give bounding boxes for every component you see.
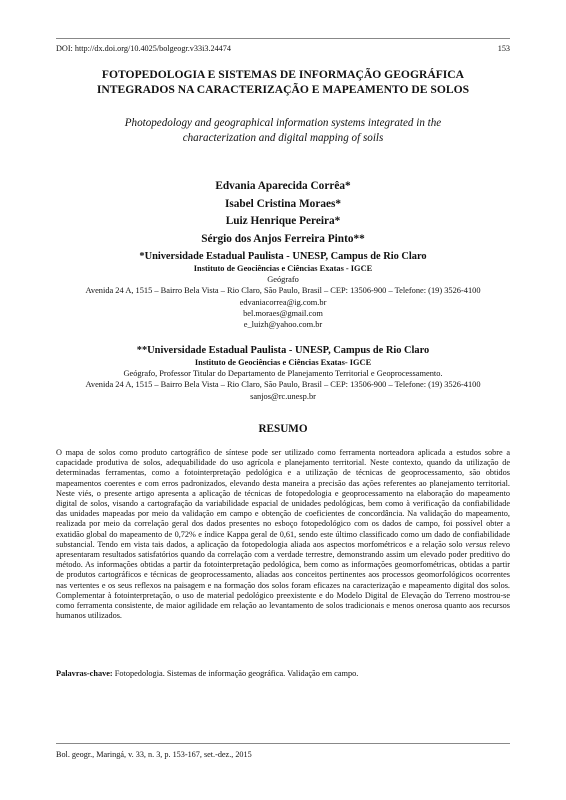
abstract-heading: RESUMO — [258, 423, 308, 435]
article-title — [40, 68, 526, 97]
email-1[interactable]: edvaniacorrea@ig.com.br — [239, 297, 327, 307]
title-line-2: INTEGRADOS NA CARACTERIZAÇÃO E MAPEAMENTO DE SOLOS — [96, 82, 470, 96]
abstract-body — [56, 448, 510, 621]
keywords-label: Palavras-chave: — [56, 669, 113, 678]
affiliation-2-university: **Universidade Estadual Paulista - UNESP, Campus de Rio Claro — [136, 345, 430, 356]
affiliation-2-role: Geógrafo, Professor Titular do Departamento de Planejamento Territorial e Geoprocessamento. — [123, 369, 443, 379]
author-list — [40, 178, 526, 249]
abstract-italic-word: versus — [465, 539, 487, 549]
email-2[interactable]: bel.moraes@gmail.com — [243, 308, 323, 318]
footer-citation: Bol. geogr., Maringá, v. 33, n. 3, p. 153-167, set.-dez., 2015 — [56, 750, 252, 759]
author-2: Isabel Cristina Moraes* — [224, 197, 342, 210]
keywords — [56, 669, 510, 678]
affiliation-2-address: Avenida 24 A, 1515 – Bairro Bela Vista – Rio Claro, São Paulo, Brasil – CEP: 13506-900 – Telefone: (19) 3526-4100 — [85, 380, 481, 390]
email-3[interactable]: e_luizh@yahoo.com.br — [243, 320, 323, 330]
keywords-text: Fotopedologia. Sistemas de informação geográfica. Validação em campo. — [112, 669, 359, 678]
affiliation-1 — [30, 250, 536, 330]
affiliation-2 — [30, 344, 536, 402]
abstract-text-part-1: O mapa de solos como produto cartográfico de síntese pode ser utilizado como ferramenta norteadora aplicada a estudos sobre a capacidade produtiva de solos, adequabilidade do uso agrícola e planejamento territorial. Neste contexto, quando da utilização de determinadas ferramentas, como a fotointerpretação pedológica e a utilização de técnicas de geoprocessamento, são obtidos mapeamentos coerentes e com erros padronizados, elevando desta maneira a precisão das ações referentes ao planejamento territorial. Neste viés, o presente artigo apresenta a aplicação de técnicas de fotopedologia e geoprocessamento na elaboração do mapeamento digital de solos, visando a cartografação da variabilidade espacial de unidades pedológicas, bem como à verificação da confiabilidade das unidades mapeadas por meio da validação em campo e obtenção de coeficientes de concordância. Na validação do mapeamento, realizada por meio da correlação geral dos dados presentes no esboço fotopedológico com os dados de campo, foi possível obter a exatidão global do mapeamento de 0,72% e índice Kappa geral de 0,61, sendo este último classificado como um dado de confiabilidade substancial. Tendo em vista tais dados, a aplicação da fotopedologia aliada aos aspectos morfométricos e a relação solo — [56, 448, 510, 549]
english-title — [40, 116, 526, 145]
title-line-1: FOTOPEDOLOGIA E SISTEMAS DE INFORMAÇÃO GEOGRÁFICA — [101, 68, 465, 81]
affiliation-1-institute: Instituto de Geociências e Ciências Exatas - IGCE — [193, 264, 373, 273]
affiliation-2-institute: Instituto de Geociências e Ciências Exatas- IGCE — [194, 358, 372, 367]
running-header — [56, 44, 510, 53]
author-4: Sérgio dos Anjos Ferreira Pinto** — [201, 233, 365, 246]
affiliation-1-university: *Universidade Estadual Paulista - UNESP, Campus de Rio Claro — [139, 251, 427, 262]
subtitle-line-2: characterization and digital mapping of soils — [182, 131, 384, 144]
doi-text[interactable]: DOI: http://dx.doi.org/10.4025/bolgeogr.v33i3.24474 — [56, 44, 231, 53]
footer-rule — [56, 743, 510, 744]
affiliation-1-address: Avenida 24 A, 1515 – Bairro Bela Vista – Rio Claro, São Paulo, Brasil – CEP: 13506-900 – Telefone: (19) 3526-4100 — [85, 286, 481, 296]
subtitle-line-1: Photopedology and geographical information systems integrated in the — [124, 117, 442, 129]
email-4[interactable]: sanjos@rc.unesp.br — [250, 391, 316, 401]
abstract-text-part-2: relevo apresentaram resultados satisfatórios quando da correlação com a verdade terrestre, demonstrando assim um elevado poder preditivo do método. As informações obtidas a partir da fotointerpretação pedológica, bem como as informações geomorfométricas, obtidas a partir de produtos cartográficos e técnicas de geoprocessamento, aliadas aos conceitos pertinentes aos processos geomorfológicos ocorrentes nas vertentes e os seus reflexos na paisagem e na formação dos solos foram eficazes na caracterização e mapeamento digital dos solos. Complementar à fotointerpretação, o uso de material pedológico preexistente e do Modelo Digital de Elevação do Terreno mostrou-se como ferramenta consistente, de maior agilidade em relação ao levantamento de solos tradicionais e menos onerosa quanto aos recursos humanos utilizados. — [56, 539, 510, 621]
author-1: Edvania Aparecida Corrêa* — [215, 180, 351, 192]
author-3: Luiz Henrique Pereira* — [225, 215, 341, 228]
affiliation-1-role: Geógrafo — [267, 275, 299, 285]
header-rule — [56, 38, 510, 39]
page-number: 153 — [497, 44, 510, 53]
